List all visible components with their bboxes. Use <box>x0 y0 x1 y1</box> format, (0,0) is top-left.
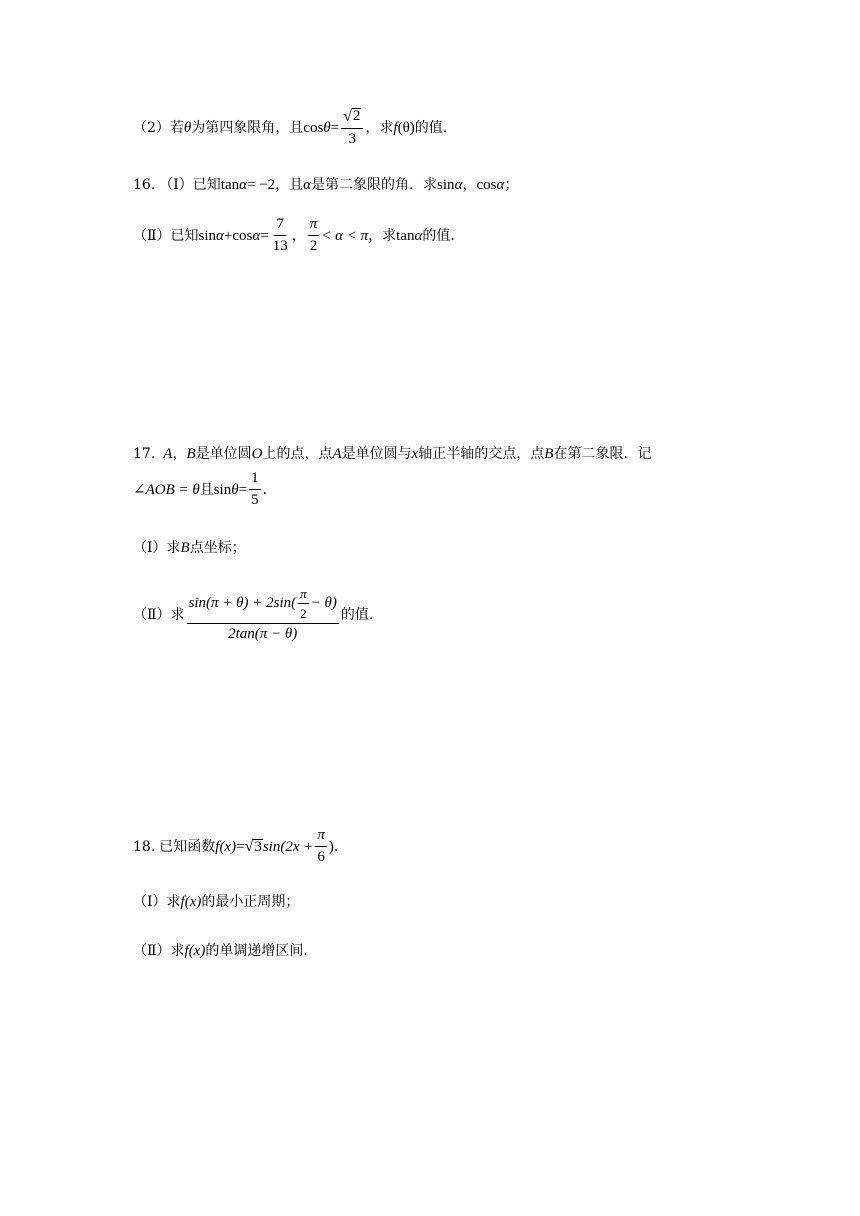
alpha-symbol: α <box>414 227 423 244</box>
text: ，求 <box>365 120 394 136</box>
text: 是第二象限的角．求 <box>311 177 438 193</box>
sin-fn: sin <box>437 176 455 193</box>
sqrt: √ 2 <box>343 108 361 126</box>
f-argument: (θ) <box>397 119 415 136</box>
text: 上的点，点 <box>262 446 333 462</box>
p16-part2-line <box>133 218 455 254</box>
x-axis-symbol: x <box>411 445 419 462</box>
fraction-1-over-5 <box>249 471 261 509</box>
alpha-symbol: α <box>303 176 312 193</box>
text: 轴正半轴的交点，点 <box>418 446 545 462</box>
equals: = <box>236 838 245 855</box>
part-label: （Ⅱ） <box>133 607 171 623</box>
part-label: （Ⅰ） <box>133 894 167 910</box>
alpha-symbol: α <box>454 176 463 193</box>
point-O: O <box>251 445 263 462</box>
text: 且 <box>199 482 214 498</box>
theta-symbol: θ <box>231 481 239 498</box>
text: 为第四象限角，且 <box>191 120 304 136</box>
fraction-denominator: 2tan(π − θ) <box>228 625 298 642</box>
text: 求 <box>166 540 181 556</box>
p17-line2 <box>133 472 277 508</box>
text: 已知函数 <box>159 839 216 855</box>
text: 求 <box>166 894 181 910</box>
p18-line <box>133 829 348 865</box>
p17-part2-line <box>133 586 373 644</box>
cos-fn: cos <box>476 176 497 193</box>
angle-AOB: ∠AOB = θ <box>133 481 200 498</box>
text: ，求 <box>368 228 397 244</box>
sin-fn: sin <box>213 481 232 498</box>
tan-fn: tan <box>396 227 415 244</box>
text: 点坐标； <box>189 540 246 556</box>
alpha-symbol: α <box>252 227 261 244</box>
fraction-numerator: 1 <box>249 471 261 490</box>
fraction-sqrt2-over-3 <box>341 108 363 147</box>
text: 在第二象限．记 <box>553 446 652 462</box>
closing-paren: ) <box>328 838 334 855</box>
sin-expr: sin(2x + <box>262 838 314 855</box>
equals: = <box>330 119 340 136</box>
point-B: B <box>544 445 554 462</box>
equation: = −2 <box>247 176 276 193</box>
theta-symbol: θ <box>183 119 192 136</box>
fraction-denominator: 2 <box>309 238 318 254</box>
point-A: A <box>163 445 173 462</box>
f-argument: (x) <box>188 942 206 959</box>
text: 的值. <box>340 607 374 623</box>
text: 的单调递增区间. <box>205 943 308 959</box>
p18-part1-line <box>133 892 299 912</box>
text: 求 <box>170 607 185 623</box>
inequality: < α < π <box>321 227 369 244</box>
text: 是单位圆 <box>195 446 252 462</box>
fraction-numerator <box>341 108 363 129</box>
text: 求 <box>170 943 185 959</box>
text: 的最小正周期； <box>201 894 300 910</box>
fraction-denominator: 5 <box>251 492 259 508</box>
equals: = <box>260 227 269 244</box>
f-argument: (x) <box>219 838 237 855</box>
text: 的值. <box>414 120 448 136</box>
alpha-symbol: α <box>496 176 505 193</box>
point-B: B <box>186 445 196 462</box>
fraction-denominator: 13 <box>272 238 288 254</box>
problem-number: 18. <box>133 839 156 855</box>
fraction-pi-over-6 <box>315 828 327 866</box>
cos-fn: cos <box>303 119 324 136</box>
f-symbol: f <box>184 942 189 959</box>
point-A: A <box>332 445 342 462</box>
cos-fn: cos <box>232 227 253 244</box>
part-label: （Ⅰ） <box>133 540 167 556</box>
point-B: B <box>180 539 190 556</box>
alpha-symbol: α <box>216 227 224 244</box>
p15-part2-line <box>133 110 447 146</box>
p18-part2-line <box>133 941 308 961</box>
text: ； <box>504 177 519 193</box>
text: ． <box>333 839 348 855</box>
problem-number: 16. <box>133 177 156 193</box>
p16-part1-line <box>133 175 518 195</box>
alpha-symbol: α <box>239 176 247 193</box>
text: 若 <box>169 120 184 136</box>
text: ， <box>172 446 187 462</box>
theta-symbol: θ <box>323 119 331 136</box>
part-label: （Ⅱ） <box>133 228 171 244</box>
f-argument: (x) <box>184 893 202 910</box>
text: ． <box>262 482 277 498</box>
f-symbol: f <box>393 119 398 136</box>
f-symbol: f <box>180 893 185 910</box>
fraction-numerator: π <box>308 217 320 236</box>
problem-number: 17. <box>133 446 156 462</box>
fraction-pi-over-2: $\frac{\pi}{2}$ <box>300 586 307 622</box>
big-fraction <box>187 587 339 642</box>
sqrt: √ 3 <box>244 838 262 856</box>
fraction-denominator: 6 <box>317 849 325 865</box>
text: 已知 <box>192 177 221 193</box>
f-symbol: f <box>215 838 220 855</box>
text: ， <box>291 228 306 244</box>
text: 是单位圆与 <box>341 446 412 462</box>
fraction-denominator: 3 <box>348 130 357 147</box>
text: ， <box>462 177 477 193</box>
fraction-numerator: sin(π + θ) + 2sin( $\frac{\pi}{2}$ − θ) <box>187 587 339 623</box>
text: 已知 <box>170 228 199 244</box>
tan-fn: tan <box>220 176 240 193</box>
text: 的值. <box>422 228 455 244</box>
p17-part1-line <box>133 538 246 558</box>
fraction-pi-over-2 <box>308 217 320 255</box>
part-label: （2） <box>133 120 170 136</box>
part-label: （Ⅰ） <box>159 177 193 193</box>
part-label: （Ⅱ） <box>133 943 171 959</box>
p17-line1 <box>133 444 651 464</box>
text: ，且 <box>275 177 304 193</box>
plus: + <box>223 227 233 244</box>
fraction-7-over-13 <box>271 217 290 255</box>
sin-fn: sin <box>198 227 217 244</box>
fraction-numerator: 7 <box>274 217 286 236</box>
fraction-numerator: π <box>315 828 327 847</box>
equals: = <box>238 481 248 498</box>
